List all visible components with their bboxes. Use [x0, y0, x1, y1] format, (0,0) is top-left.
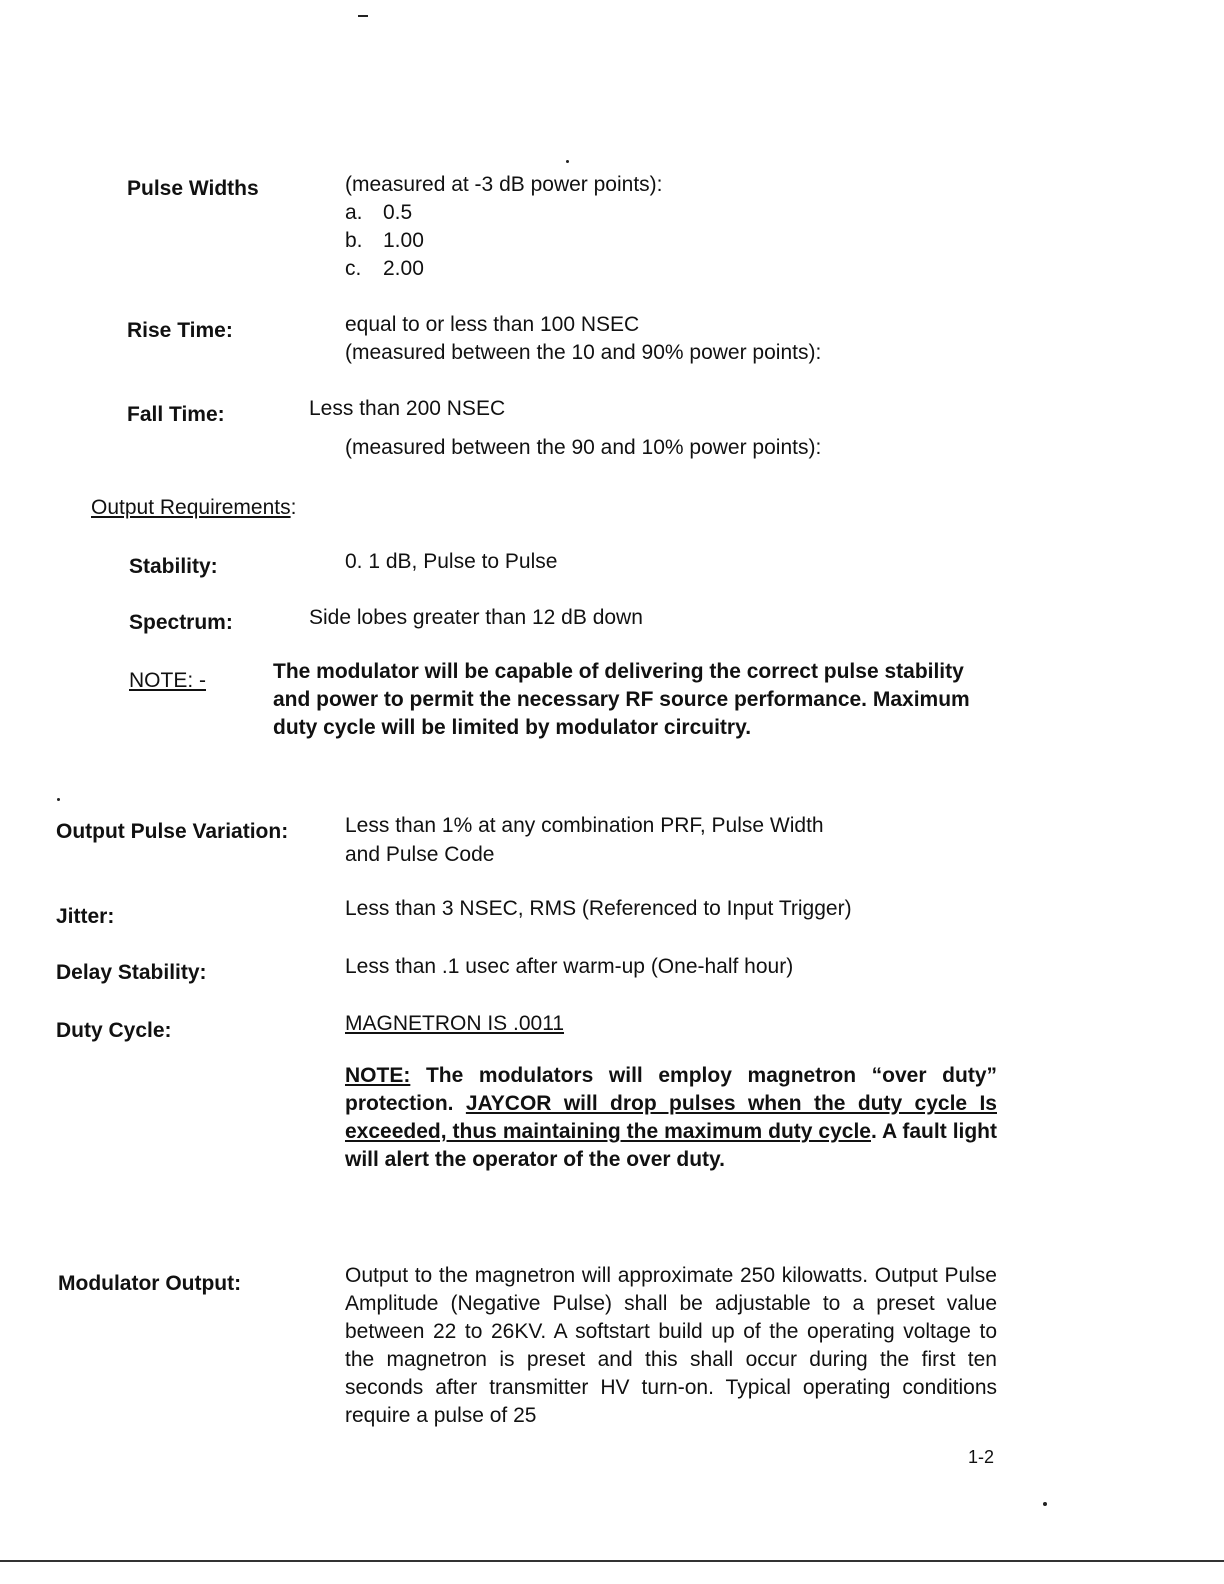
item-value: 0.5 [383, 201, 413, 224]
duty-note-underlined: JAYCOR will drop pulses when the duty cycle Is exceeded, thus maintaining the maximum duty cycle [345, 1092, 997, 1143]
note-label: NOTE: - [129, 669, 206, 692]
item-value: 1.00 [383, 229, 424, 252]
spectrum-value: Side lobes greater than 12 dB down [309, 606, 643, 629]
jitter-label: Jitter: [56, 905, 115, 928]
spectrum-label: Spectrum: [129, 611, 233, 634]
pulse-widths-intro: (measured at -3 dB power points): [345, 173, 663, 196]
modulator-output-text: Output to the magnetron will approximate 250 kilowatts. Output Pulse Amplitude (Negative Pulse) shall be adjustable to a preset value between 22 to 26KV. A softstart build up of the operating voltage to the magnetron is preset and this shall occur during the first ten seconds after transmitter HV turn-on. Typical operating conditions require a pulse of 25 [345, 1264, 997, 1427]
rise-time-label: Rise Time: [127, 319, 233, 342]
fall-time-line1: Less than 200 NSEC [309, 397, 506, 420]
delay-stability-value: Less than .1 usec after warm-up (One-half hour) [345, 955, 794, 978]
duty-note-text2: . A fault light will alert the operator of the over duty. [345, 1120, 998, 1171]
scan-dot-mark [57, 798, 60, 801]
duty-cycle-value: MAGNETRON IS .0011 [345, 1012, 565, 1035]
duty-note-text1: The modulators will employ magnetron “over duty” protection. [345, 1064, 997, 1115]
stability-value: 0. 1 dB, Pulse to Pulse [345, 550, 558, 573]
item-letter: b. [345, 229, 363, 252]
stability-label: Stability: [129, 555, 218, 578]
duty-note-label: NOTE: [345, 1064, 411, 1087]
bottom-rule [0, 1560, 1224, 1562]
scan-dash-mark [358, 15, 368, 17]
output-requirements-heading [91, 496, 296, 520]
scan-dot-mark [566, 160, 569, 163]
pulse-width-item-a [345, 201, 412, 225]
rise-time-line2: (measured between the 10 and 90% power points): [345, 341, 822, 364]
item-letter: a. [345, 201, 363, 224]
duty-cycle-label: Duty Cycle: [56, 1019, 172, 1042]
heading-text: Output Requirements [91, 496, 291, 519]
pulse-widths-label: Pulse Widths [127, 177, 259, 200]
item-value: 2.00 [383, 257, 424, 280]
heading-colon: : [290, 496, 297, 519]
fall-time-label: Fall Time: [127, 403, 225, 426]
fall-time-line2: (measured between the 90 and 10% power points): [345, 436, 822, 459]
pulse-width-item-b [345, 229, 424, 253]
scan-dot-mark [1043, 1502, 1047, 1506]
duty-cycle-note [345, 1062, 997, 1174]
output-pulse-variation-line2: and Pulse Code [345, 843, 495, 866]
output-pulse-variation-line1: Less than 1% at any combination PRF, Pulse Width [345, 814, 824, 837]
rise-time-line1: equal to or less than 100 NSEC [345, 313, 640, 336]
delay-stability-label: Delay Stability: [56, 961, 207, 984]
modulator-note-text: The modulator will be capable of delivering the correct pulse stability and power to permit the necessary RF source performance. Maximum duty cycle will be limited by modulator circuitry. [273, 660, 970, 739]
output-pulse-variation-label: Output Pulse Variation: [56, 820, 289, 843]
item-letter: c. [345, 257, 362, 280]
jitter-value: Less than 3 NSEC, RMS (Referenced to Input Trigger) [345, 897, 852, 920]
pulse-width-item-c [345, 257, 424, 281]
page-number: 1-2 [968, 1447, 995, 1467]
modulator-output-label: Modulator Output: [58, 1272, 242, 1295]
